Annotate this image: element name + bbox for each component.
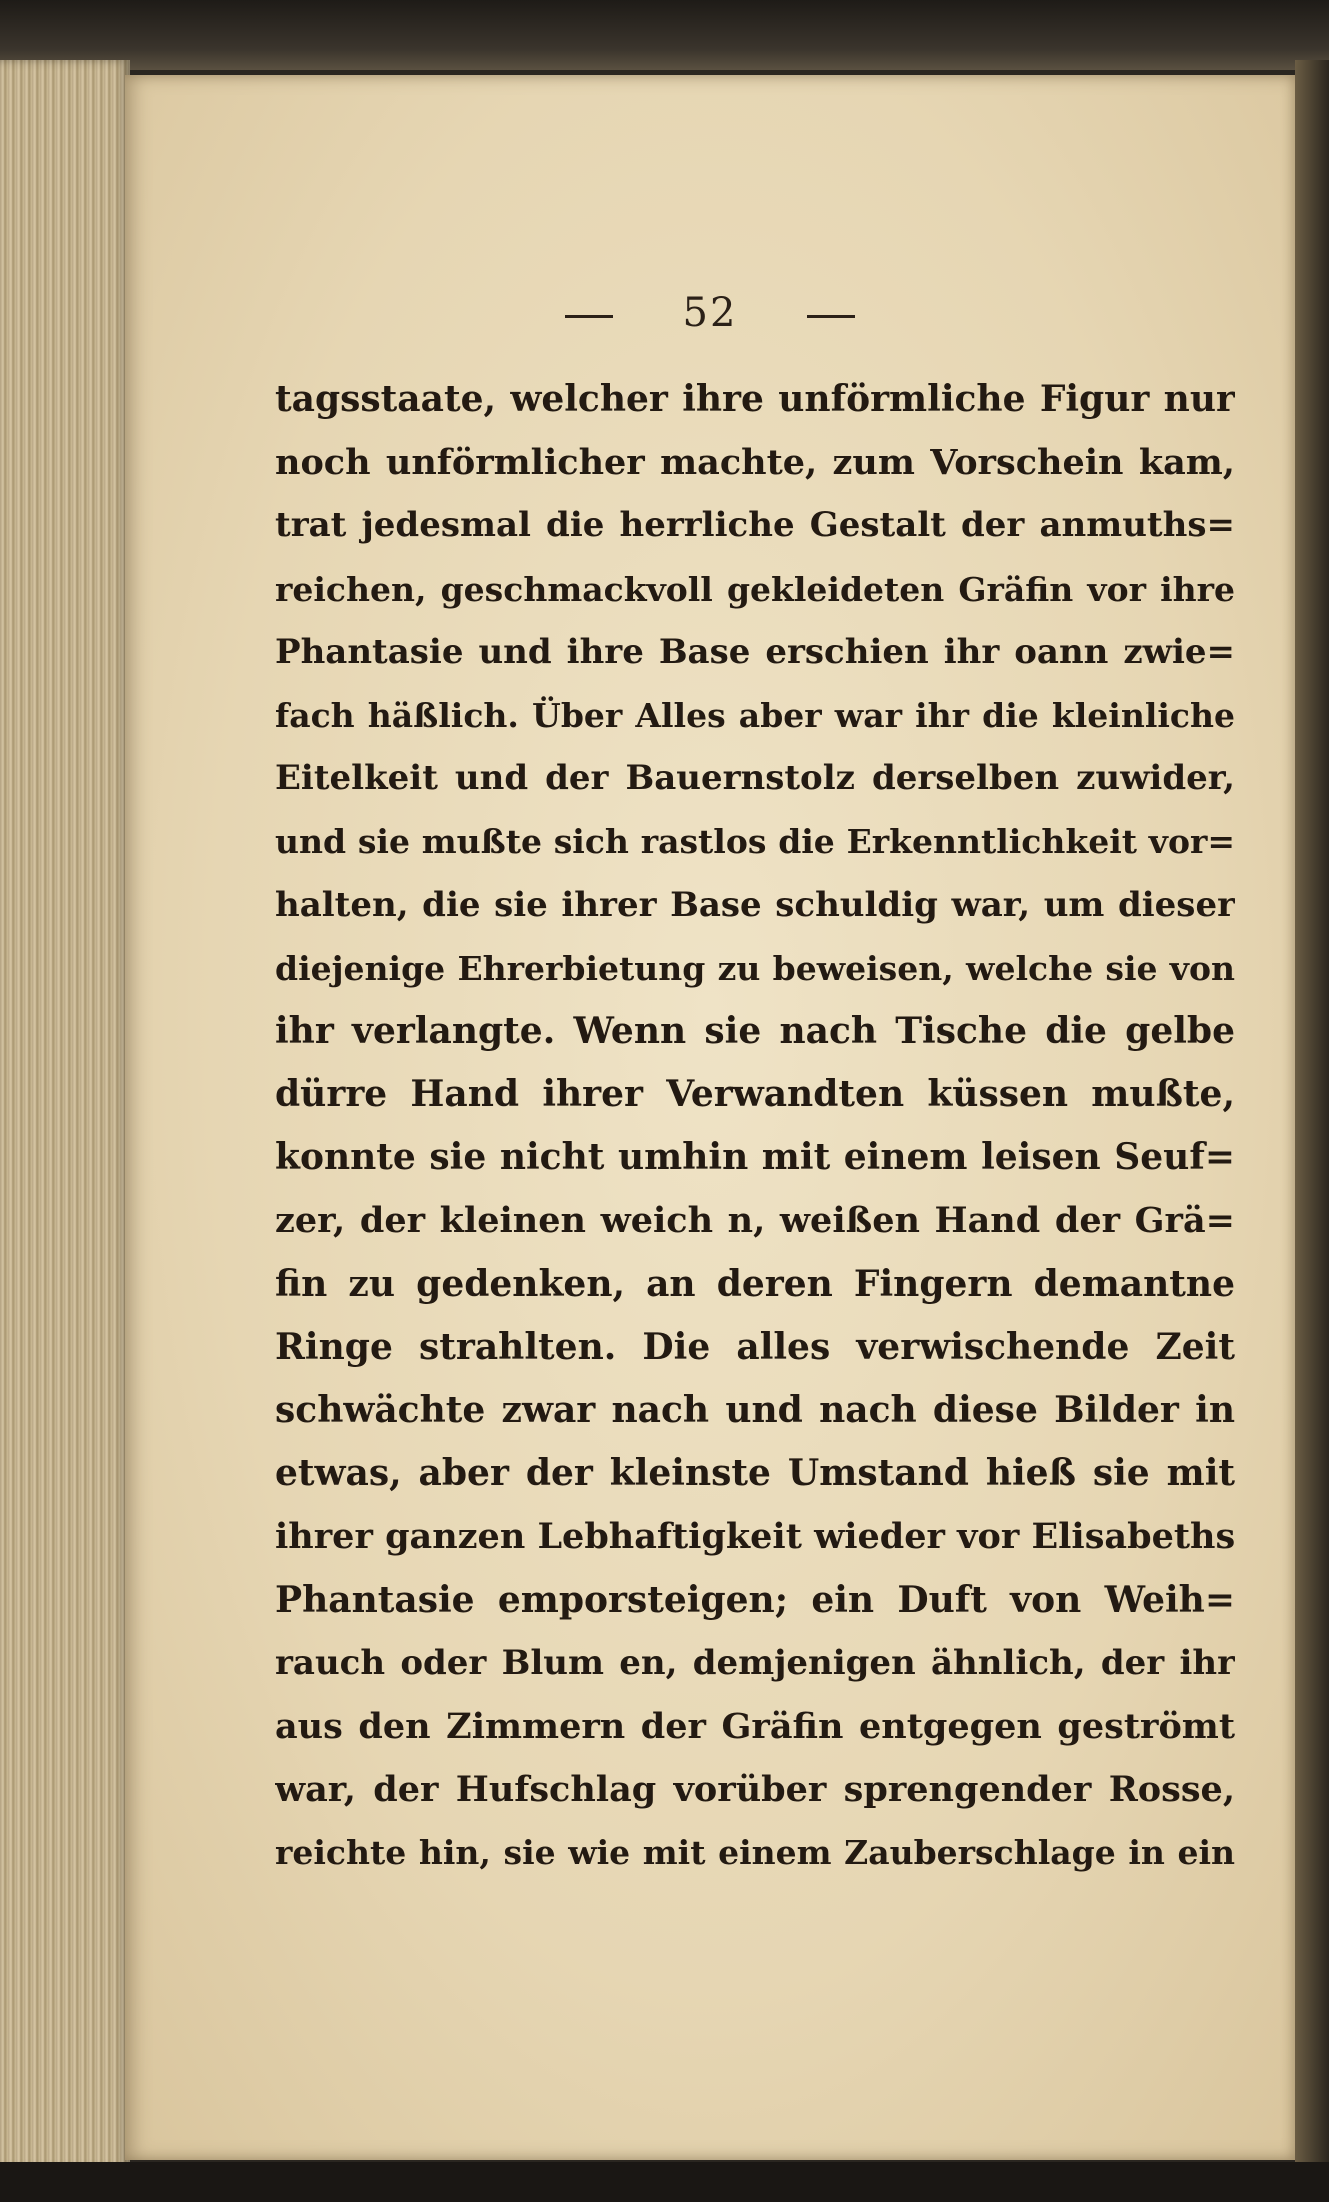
body-text (275, 368, 1235, 1885)
text-line: fach häßlich. Über Alles aber war ihr die kleinliche (275, 695, 1235, 735)
page-number-header (125, 290, 1295, 336)
page-stack-edge (0, 60, 130, 2170)
text-line: Eitelkeit und der Bauernstolz derselben zuwider, (275, 758, 1235, 799)
text-line: etwas, aber der kleinste Umstand hieß sie mit (275, 1452, 1235, 1495)
text-line: Phantasie und ihre Base erschien ihr oann zwie= (275, 631, 1235, 672)
text-line: und sie mußte sich rastlos die Erkenntlichkeit vor= (275, 822, 1235, 862)
text-line: reichen, geschmackvoll gekleideten Gräfin vor ihre (275, 569, 1235, 609)
text-line: aus den Zimmern der Gräfin entgegen geströmt (275, 1705, 1235, 1747)
text-line: war, der Hufschlag vorüber sprengender Rosse, (275, 1769, 1235, 1811)
text-line: tagsstaate, welcher ihre unförmliche Figur nur (275, 378, 1235, 420)
text-line: halten, die sie ihrer Base schuldig war, um dieser (275, 884, 1235, 925)
text-line: reichte hin, sie wie mit einem Zauberschlage in ein (275, 1833, 1235, 1873)
text-line: rauch oder Blum en, demjenigen ähnlich, der ihr (275, 1642, 1235, 1683)
left-dash (565, 315, 613, 318)
text-line: ihrer ganzen Lebhaftigkeit wieder vor Elisabeths (275, 1516, 1235, 1558)
text-line: dürre Hand ihrer Verwandten küssen mußte, (275, 1073, 1235, 1116)
book-bottom-edge (0, 2162, 1329, 2202)
book-right-edge (1295, 60, 1329, 2170)
book-top-edge (0, 0, 1329, 70)
text-line: ihr verlangte. Wenn sie nach Tische die gelbe (275, 1009, 1235, 1052)
text-line: Ringe strahlten. Die alles verwischende Zeit (275, 1325, 1235, 1368)
right-dash (807, 315, 855, 318)
text-line: noch unförmlicher machte, zum Vorschein kam, (275, 442, 1235, 484)
text-line: schwächte zwar nach und nach diese Bilder in (275, 1389, 1235, 1431)
text-line: zer, der kleinen weich n, weißen Hand der Grä= (275, 1200, 1235, 1242)
page-number: 52 (682, 290, 738, 336)
text-line: fin zu gedenken, an deren Fingern demantne (275, 1262, 1235, 1305)
text-line: diejenige Ehrerbietung zu beweisen, welche sie von (275, 948, 1235, 988)
text-line: Phantasie emporsteigen; ein Duft von Weih= (275, 1578, 1235, 1621)
text-line: trat jedesmal die herrliche Gestalt der anmuths= (275, 505, 1235, 546)
text-line: konnte sie nicht umhin mit einem leisen Seuf= (275, 1136, 1235, 1179)
